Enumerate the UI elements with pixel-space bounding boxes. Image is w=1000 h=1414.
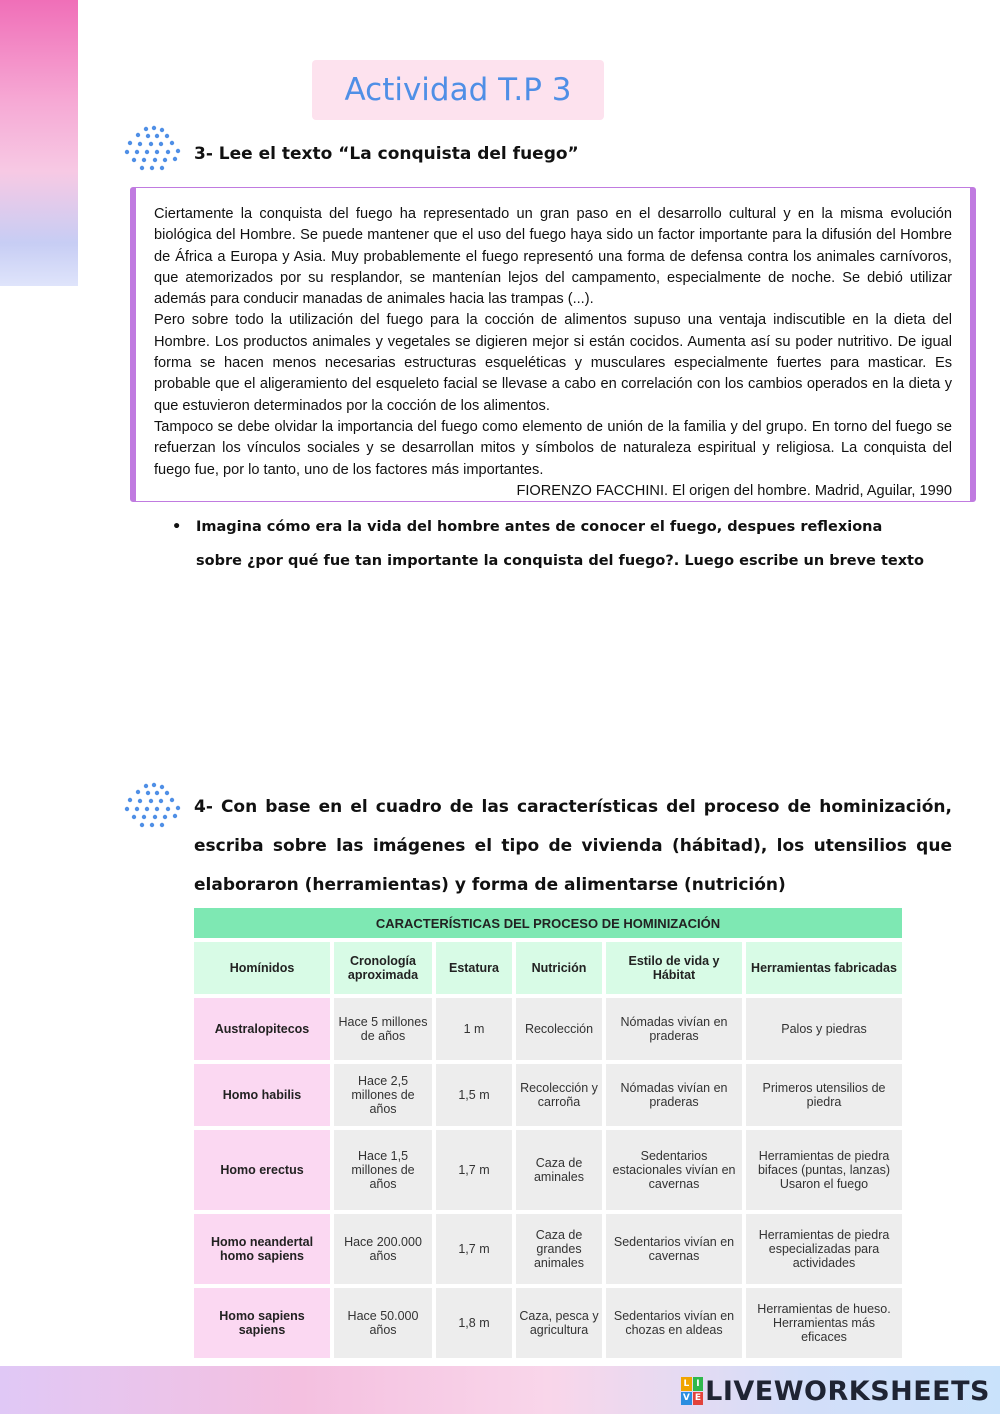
nutrition-cell: Caza de grandes animales xyxy=(516,1214,602,1284)
table-header: Estatura xyxy=(436,942,512,994)
logo-badge-icon xyxy=(681,1377,703,1405)
table-row xyxy=(194,1214,902,1284)
tools-cell: Herramientas de piedra bifaces (puntas, lanzas) Usaron el fuego xyxy=(746,1130,902,1210)
hominization-table xyxy=(190,904,906,1362)
hominid-name: Australopitecos xyxy=(194,998,330,1060)
table-row xyxy=(194,998,902,1060)
habitat-cell: Sedentarios vivían en cavernas xyxy=(606,1214,742,1284)
hominid-name: Homo neandertal homo sapiens xyxy=(194,1214,330,1284)
logo-badge-letter: V xyxy=(682,1393,690,1404)
table-header: Nutrición xyxy=(516,942,602,994)
dots-decoration-icon xyxy=(124,782,184,832)
tools-cell: Palos y piedras xyxy=(746,998,902,1060)
habitat-cell: Nómadas vivían en praderas xyxy=(606,998,742,1060)
habitat-cell: Nómadas vivían en praderas xyxy=(606,1064,742,1126)
chronology-cell: Hace 200.000 años xyxy=(334,1214,432,1284)
instruction-text: Imagina cómo era la vida del hombre antes de conocer el fuego, despues reflexiona sobre ¿por qué fue tan importante la conquista del fuego?. Luego escribe un breve texto xyxy=(196,519,924,569)
height-cell: 1 m xyxy=(436,998,512,1060)
height-cell: 1,5 m xyxy=(436,1064,512,1126)
table-header: Herramientas fabricadas xyxy=(746,942,902,994)
logo-text: LIVEWORKSHEETS xyxy=(705,1375,990,1407)
decorative-gradient-left xyxy=(0,0,78,286)
nutrition-cell: Caza, pesca y agricultura xyxy=(516,1288,602,1358)
reading-source: FIORENZO FACCHINI. El origen del hombre. Madrid, Aguilar, 1990 xyxy=(516,482,952,499)
liveworksheets-logo xyxy=(681,1373,990,1409)
table-header: Homínidos xyxy=(194,942,330,994)
height-cell: 1,7 m xyxy=(436,1130,512,1210)
nutrition-cell: Caza de aminales xyxy=(516,1130,602,1210)
table-header: Estilo de vida y Hábitat xyxy=(606,942,742,994)
nutrition-cell: Recolección xyxy=(516,998,602,1060)
hominid-name: Homo sapiens sapiens xyxy=(194,1288,330,1358)
bullet-icon: • xyxy=(172,519,182,535)
title-banner xyxy=(312,60,604,120)
tools-cell: Primeros utensilios de piedra xyxy=(746,1064,902,1126)
chronology-cell: Hace 2,5 millones de años xyxy=(334,1064,432,1126)
table-row xyxy=(194,1064,902,1126)
logo-badge-letter: E xyxy=(693,1392,704,1406)
reading-paragraph: Ciertamente la conquista del fuego ha representado un gran paso en el desarrollo cultural y en la misma evolución biológica del Hombre. Se puede mantener que el uso del fuego haya sido un factor importante para la difusión del Hombre de África a Europa y Asia. Muy probablemente el fuego representó una forma de defensa contra los animales carnívoros, que atemorizados por su resplandor, se mantenían lejos del campamento, especialmente de noche. Se debió utilizar además para conducir manadas de animales hacia las trampas (...). xyxy=(154,206,952,308)
habitat-cell: Sedentarios vivían en chozas en aldeas xyxy=(606,1288,742,1358)
hominid-name: Homo erectus xyxy=(194,1130,330,1210)
reading-paragraph: Tampoco se debe olvidar la importancia del fuego como elemento de unión de la familia y del grupo. En torno del fuego se refuerzan los vínculos sociales y se desarrollan mitos y símbolos de naturaleza espiritual y religiosa. La conquista del fuego fue, por lo tanto, uno de los factores más importantes. xyxy=(154,418,952,478)
chronology-cell: Hace 50.000 años xyxy=(334,1288,432,1358)
reading-paragraph: Pero sobre todo la utilización del fuego para la cocción de alimentos supuso una ventaja indiscutible en la dieta del Hombre. Los productos animales y vegetales se digieren mejor si están cocidos. Aumenta así su poder nutritivo. De igual forma se hacen menos necesarias estructuras esqueléticas y musculares especialmente fuertes para masticar. Es probable que el aligeramiento del esqueleto facial se llevase a cabo en correlación con los cambios operados en la dieta y que estuvieron determinados por la cocción de los alimentos. xyxy=(154,312,952,414)
chronology-cell: Hace 5 millones de años xyxy=(334,998,432,1060)
table-header: Cronología aproximada xyxy=(334,942,432,994)
hominid-name: Homo habilis xyxy=(194,1064,330,1126)
reading-text-box xyxy=(130,187,976,502)
logo-badge-letter: L xyxy=(681,1377,692,1391)
table-row xyxy=(194,1130,902,1210)
nutrition-cell: Recolección y carroña xyxy=(516,1064,602,1126)
instruction-bullet xyxy=(172,510,932,578)
table-row xyxy=(194,1288,902,1358)
chronology-cell: Hace 1,5 millones de años xyxy=(334,1130,432,1210)
height-cell: 1,8 m xyxy=(436,1288,512,1358)
table-caption: CARACTERÍSTICAS DEL PROCESO DE HOMINIZACIÓN xyxy=(194,908,902,938)
habitat-cell: Sedentarios estacionales vivían en cavernas xyxy=(606,1130,742,1210)
page-title: Actividad T.P 3 xyxy=(344,72,572,108)
tools-cell: Herramientas de piedra especializadas para actividades xyxy=(746,1214,902,1284)
height-cell: 1,7 m xyxy=(436,1214,512,1284)
dots-decoration-icon xyxy=(124,125,184,175)
section-4-heading: 4- Con base en el cuadro de las características del proceso de hominización, escriba sobre las imágenes el tipo de vivienda (hábitad), los utensilios que elaboraron (herramientas) y forma de alimentarse (nutrición) xyxy=(194,797,952,895)
section-3-heading: 3- Lee el texto “La conquista del fuego” xyxy=(194,144,579,164)
logo-badge-letter: I xyxy=(693,1377,704,1391)
table-header-row xyxy=(194,942,902,994)
tools-cell: Herramientas de hueso. Herramientas más eficaces xyxy=(746,1288,902,1358)
